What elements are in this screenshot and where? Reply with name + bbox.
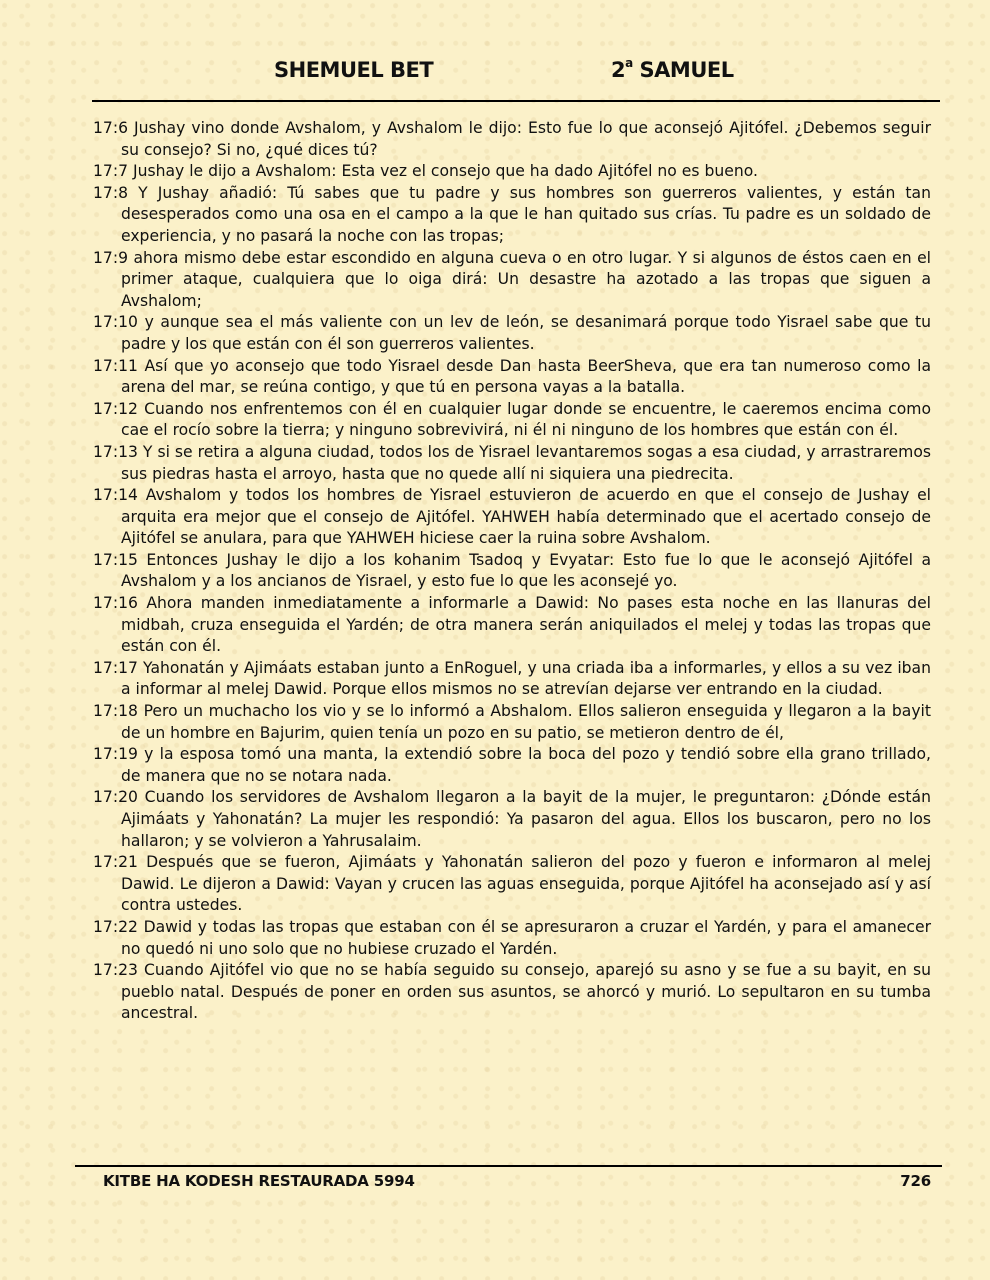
page-footer <box>103 1172 931 1196</box>
verse-17-18: 17:18 Pero un muchacho los vio y se lo informó a Abshalom. Ellos salieron enseguida y llegaron a la bayit de un hombre en Bajurim, quien tenía un pozo en su patio, se metieron dentro de él, <box>93 702 931 742</box>
page-header <box>0 58 990 92</box>
header-right-title <box>611 58 734 82</box>
verse-17-9: 17:9 ahora mismo debe estar escondido en alguna cueva o en otro lugar. Y si algunos de éstos caen en el primer ataque, cualquiera que lo oiga dirá: Un desastre ha azotado a las tropas que siguen a Avshalom; <box>93 248 931 310</box>
header-right-superscript: a <box>625 56 633 70</box>
verse-17-8: 17:8 Y Jushay añadió: Tú sabes que tu padre y sus hombres son guerreros valientes, y están tan desesperados como una osa en el campo a la que le han quitado sus crías. Tu padre es un soldado de experiencia, y no pasará la noche con las tropas; <box>93 183 931 245</box>
header-left-title: SHEMUEL BET <box>274 58 434 82</box>
verse-17-7: 17:7 Jushay le dijo a Avshalom: Esta vez el consejo que ha dado Ajitófel no es bueno. <box>93 162 758 181</box>
verse-17-13: 17:13 Y si se retira a alguna ciudad, todos los de Yisrael levantaremos sogas a esa ciudad, y arrastraremos sus piedras hasta el arroyo, hasta que no quede allí ni siquiera una piedrecita. <box>93 442 931 483</box>
page-number: 726 <box>900 1172 931 1190</box>
footer-book-title: KITBE HA KODESH RESTAURADA 5994 <box>103 1172 415 1190</box>
verse-17-6: 17:6 Jushay vino donde Avshalom, y Avshalom le dijo: Esto fue lo que aconsejó Ajitófel. ¿Debemos seguir su consejo? Si no, ¿qué dices tú? <box>93 119 931 159</box>
verse-17-14: 17:14 Avshalom y todos los hombres de Yisrael estuvieron de acuerdo en que el consejo de Jushay el arquita era mejor que el consejo de Ajitófel. YAHWEH había determinado que el acertado consejo de Ajitófel se anulara, para que YAHWEH hiciese caer la ruina sobre Avshalom. <box>93 486 931 548</box>
header-right-number: 2 <box>611 58 626 82</box>
verse-17-17: 17:17 Yahonatán y Ajimáats estaban junto a EnRoguel, y una criada iba a informarles, y ellos a su vez iban a informar al melej Dawid. Porque ellos mismos no se atrevían dejarse ver entrando en la ciudad. <box>93 658 931 699</box>
verse-17-15: 17:15 Entonces Jushay le dijo a los kohanim Tsadoq y Evyatar: Esto fue lo que le aconsejó Ajitófel a Avshalom y a los ancianos de Yisrael, y esto fue lo que les aconsejé yo. <box>93 550 931 591</box>
footer-divider <box>75 1165 942 1167</box>
verse-list <box>93 118 931 1025</box>
verse-17-19: 17:19 y la esposa tomó una manta, la extendió sobre la boca del pozo y tendió sobre ella grano trillado, de manera que no se notara nada. <box>93 745 931 785</box>
header-right-text: SAMUEL <box>632 58 734 82</box>
verse-17-12: 17:12 Cuando nos enfrentemos con él en cualquier lugar donde se encuentre, le caeremos encima como cae el rocío sobre la tierra; y ninguno sobrevivirá, ni él ni ninguno de los hombres que están con él. <box>93 399 931 440</box>
verse-17-22: 17:22 Dawid y todas las tropas que estaban con él se apresuraron a cruzar el Yardén, y para el amanecer no quedó ni uno solo que no hubiese cruzado el Yardén. <box>93 917 931 958</box>
verse-17-10: 17:10 y aunque sea el más valiente con un lev de león, se desanimará porque todo Yisrael sabe que tu padre y los que están con él son guerreros valientes. <box>93 313 931 353</box>
header-divider <box>92 100 940 102</box>
verse-17-20: 17:20 Cuando los servidores de Avshalom llegaron a la bayit de la mujer, le preguntaron: ¿Dónde están Ajimáats y Yahonatán? La mujer les respondió: Ya pasaron del agua. Ellos los buscaron, pero no los hallaron; y se volvieron a Yahrusalaim. <box>93 788 931 850</box>
verse-17-21: 17:21 Después que se fueron, Ajimáats y Yahonatán salieron del pozo y fueron e informaron al melej Dawid. Le dijeron a Dawid: Vayan y crucen las aguas enseguida, porque Ajitófel ha aconsejado así y así contra ustedes. <box>93 853 931 915</box>
verse-17-23: 17:23 Cuando Ajitófel vio que no se había seguido su consejo, aparejó su asno y se fue a su bayit, en su pueblo natal. Después de poner en orden sus asuntos, se ahorcó y murió. Lo sepultaron en su tumba ancestral. <box>93 961 931 1023</box>
verse-17-16: 17:16 Ahora manden inmediatamente a informarle a Dawid: No pases esta noche en las llanuras del midbah, cruza enseguida el Yardén; de otra manera serán aniquilados el melej y todas las tropas que están con él. <box>93 594 931 656</box>
verse-17-11: 17:11 Así que yo aconsejo que todo Yisrael desde Dan hasta BeerSheva, que era tan numeroso como la arena del mar, se reúna contigo, y que tú en persona vayas a la batalla. <box>93 356 931 397</box>
